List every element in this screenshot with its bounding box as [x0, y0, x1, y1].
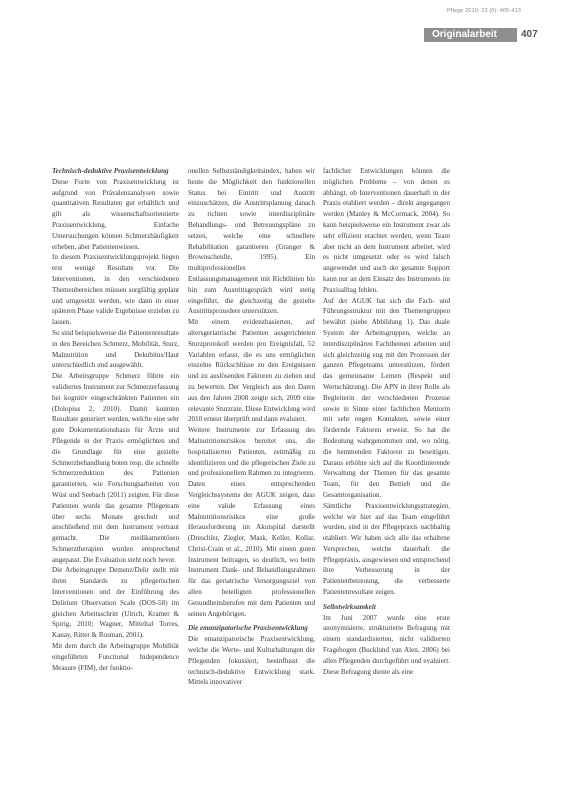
section-subheading: Technisch-deduktive Praxisentwicklung [52, 167, 169, 175]
page-header [0, 0, 573, 48]
text-column-1 [52, 166, 179, 673]
paragraph: Weitere Instrumente zur Erfassung des Malnutritionsrisikos bereitet uns, die hospitalisierten Patienten, zeitmäßig zu identifizieren und die pflegerischen Ziele zu und professionellem Rahmen zu integrieren. Daten eines entsprechenden Vergleichssystems der AGUK zeigen, dass eine valide Erfassung eines Malnutritionsrisikos eine große Herausforderung im Akutspital darstellt (Dreschler, Ziegler, Mask, Keller, Kollar, Christ-Crain et al., 2010). Mit einem guten Instrument beitragen, so deutlich, wo beim Instrument Dank- und Behandlungsrahmen für das geriatrische Versorgungsziel von allen beteiligten professionellen Gesundheitsberufen mit dem Patienten und seinen Angehörigen. [188, 426, 315, 618]
paragraph: Auf der AGUK hat sich die Fach- und Führungsstruktur mit den Themengruppen bewährt (siehe Abbildung 1). Das duale System der Arbeitsgruppen, welche an interdisziplinären Fachthemen arbeiten und sich gleichzeitig eng mit den Prozessen der ganzen Pflegeteams unterstützen, fördert das gemeinsame Lernen (Respekt und Wertschätzung). Die APN in ihrer Rolle als Begleiterin der verschiedenen Prozesse sowie in Sinne einer fachlichen Mentorin mit sehr engen Kontakten, sowie einer fördernde Faktoren erweist. So hat die Bedeutung wahrgenommen und, wo nötig, die hemmenden Faktoren zu beseitigen. Daraus erhöhte sich auf die Koordinierende Verwaltung der Themen für das gesamte Team, für den Betrieb und die Gesamtorganisation. [323, 296, 450, 499]
paragraph: In diesem Praxisentwicklungsprojekt liegen erst wenige Resultate vor. Die Interventionen, in den verschiedenen Themenbereichen müssen sorgfältig geplant und umgesetzt werden, wie dann in einer späteren Phase valide Ergebnisse erzielen zu lassen. [52, 253, 179, 327]
paragraph: So sind beispielsweise die Patientenresultate in den Bereichen Schmerz, Mobilität, Sturz, Malnutrition und Dekubitus/Haut unterschiedlich und ausgewählt. [52, 328, 179, 370]
paragraph: Die emanzipatorische Praxisentwicklung, welche die Werte- und Kulturhaltungen der Pflegenden fokussiert, beeinflusst die technisch-deduktive Entwicklung stark. Mittels innovativer [188, 635, 315, 687]
paragraph: Mit dem durch die Arbeitsgruppe Mobilität eingeführten Functional Independence Measure (FIM), der funktio- [52, 642, 179, 672]
journal-reference: Pflege 2010; 23 (6): 405-413 [446, 8, 521, 14]
paragraph: Mit einem evidenzbasierten, auf altersgeriatrische Patienten ausgerichteten Sturzprotokoll werden pro Ereignisfall, 52 Variablen erfasst, die es uns ermöglichen einzelne Rückschlüsse zu den Ereignissen und zu auslösenden Faktoren zu ziehen und zu bewerten. Der Vergleich aus den Daten aus den Jahren 2008 zeigte sich, 2009 eine relevante Sturzrate. Diese Entwicklung wird 2010 erneut überprüft und dann evaluiert. [188, 318, 315, 424]
page-number: 407 [521, 29, 538, 40]
text-column-3 [323, 166, 450, 677]
paragraph: Die Arbeitsgruppe Schmerz führte ein validiertes Instrument zur Schmerzerfassung bei kognitiv eingeschränkten Patienten ein (Dolopius 2, 2010). Damit konnten Resultate generiert werden, welche eine sehr gute Dokumentationsbasis für Ärzte und Pflegende in der Praxis ermöglichten und die Grundlage für eine gezielte Schmerzbehandlung boten resp. die schnelle Schmerzreduktion des Patienten garantierten, wie Forschungsarbeiten von Wüst und Seebach (2011) zeigten. Für diese Patienten wurde das gesamte Pflegeteam über sechs Monate geschult und anschließend mit dem Instrument vertraut gemacht. Die medikamentösen Schmerztherapien wurden entsprechend angepasst. Die Evaluation steht noch bevor. [52, 372, 179, 564]
paragraph: Im Juni 2007 wurde eine erste anonymisierte, strukturierte Befragung mit einem standardisierten, nicht validierten Fragebogen (Bucklund van Alen, 2006) bei allen Pflegenden durchgeführt und evaluiert. Diese Befragung diente als eine [323, 613, 450, 676]
section-subheading: Die emanzipatorische Praxisentwicklung [188, 624, 308, 633]
paragraph: Sämtliche Praxisentwicklungsstrategien, welche wir hier auf das Team eingeführt wurden, sind in der Pflegepraxis nachhaltig etabliert. Wir haben sich alle das erhaltene Versprechen, welche dauerhaft die Pflegepraxis, ausgewiesen und entsprechend ihre Verbesserung in der Patientenbetreuung, die verbesserte Patientenresultate zeigen. [323, 501, 450, 597]
text-column-2 [188, 166, 315, 688]
section-subheading: Selbstwirksamkeit [323, 602, 376, 611]
section-badge: Originalarbeit [424, 28, 517, 42]
paragraph: fachlicher Entwicklungen können die möglichen Probleme – von denen es abhängt, ob Interventionen dauerhaft in der Praxis etabliert werden – direkt angegangen werden (Manley & McCormack, 2004). So kann beispielsweise ein Instrument zwar als sehr effizient erachtet werden, wenn Team aber nicht an dem Instrument arbeitet, wird es nicht umgesetzt oder es wird falsch angewendet und auch der gesamte Support kann nur an dem Einsatz des Instruments im Praxisalltag fehlen. [323, 167, 450, 294]
paragraph: onellen Selbstständigkeitsindex, haben wir heute die Möglichkeit den funktionellen Status bei Eintritt und Austritt einzuschätzen, die Austrittsplanung danach zu richten sowie interdisziplinäre Behandlungs- und Betreuungspläne zu setzen, welche eine schnellere Rehabilitation garantieren (Granger & Brownscheidle, 1995). Ein multiprofessionelles Entlassungsmanagement mit Richtlinien bis hin zum Austrittsgespräch wird stetig eingeführt, die gleichzeitig die gezielte Austrittsprozedere unterstützen. [188, 167, 315, 316]
paragraph: Die Arbeitsgruppe Demenz/Delir stellt mit ihren Standards zu pflegerischen Interventionen und der Einführung des Delirium Observation Scale (DOS-58) im gleichen Arbeitsschritt (Ulrich, Kramer & Spirig, 2010; Wagner, Mitteltal Torres, Kanay, Ritter & Rosman, 2001). [52, 566, 179, 640]
paragraph: Diese Form von Praxisentwicklung ist aufgrund von Prävalenzanalysen sowie quantitativen Resultaten gut erhältlich und gilt als wissenschaftsorientierte Praxisentwicklung. Einfache Untersuchungen können Schmerzhäufigkeit erheben, aber Patientenwissen. [52, 177, 179, 251]
